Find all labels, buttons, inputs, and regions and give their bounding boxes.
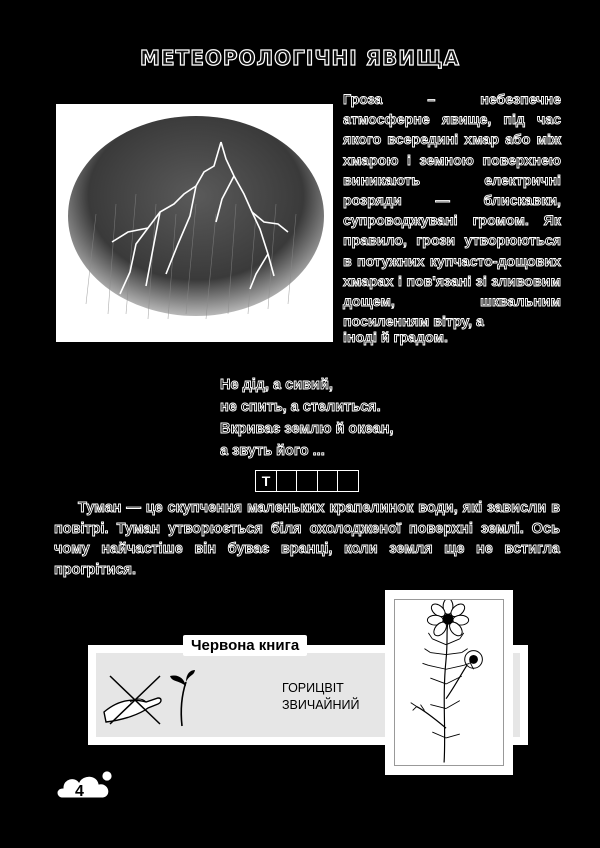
flower-name xyxy=(282,680,360,714)
fog-paragraph: Туман — це скупчення маленьких крапелинок води, які зависли в повітрі. Туман утворюється біля охолодженої поверхні землі. Ось чому найчастіше він буває вранці, коли земля ще не встигла прогрітися. xyxy=(54,500,560,578)
thunderstorm-paragraph: Гроза – небезпечне атмосферне явище, під час якого всередині хмар або між хмарою і земною поверхнею виникають електричні розряди — блискавки, супроводжувані громом. Як правило, грози утворюються в потужних купчасто-дощових хмарах і пов'язані зі зливовим дощем, шквальним посиленням вітру, а xyxy=(343,92,561,331)
riddle-line: не спить, а стелиться. xyxy=(220,399,381,415)
adonis-flower-illustration xyxy=(385,590,513,775)
lightning-storm-illustration xyxy=(56,104,333,342)
riddle-answer-boxes xyxy=(255,470,358,492)
riddle-line: Не дід, а сивий, xyxy=(220,377,333,393)
riddle-line: Вкриває землю й океан, xyxy=(220,421,394,437)
flower-name-line: ЗВИЧАЙНИЙ xyxy=(282,698,360,712)
riddle xyxy=(220,374,394,462)
answer-cell[interactable] xyxy=(296,470,318,492)
riddle-line: а звуть його ... xyxy=(220,443,325,459)
flower-name-line: ГОРИЦВІТ xyxy=(282,681,344,695)
red-book-label: Червона книга xyxy=(183,635,307,656)
page-title: МЕТЕОРОЛОГІЧНІ ЯВИЩА xyxy=(139,46,460,70)
no-picking-icon xyxy=(100,668,196,728)
thunderstorm-paragraph-end: іноді й градом. xyxy=(343,330,448,346)
cloud-page-icon xyxy=(55,768,115,804)
answer-cell[interactable]: Т xyxy=(255,470,277,492)
page-number: 4 xyxy=(75,783,84,800)
answer-cell[interactable] xyxy=(276,470,298,492)
answer-cell[interactable] xyxy=(317,470,339,492)
answer-cell[interactable] xyxy=(337,470,359,492)
